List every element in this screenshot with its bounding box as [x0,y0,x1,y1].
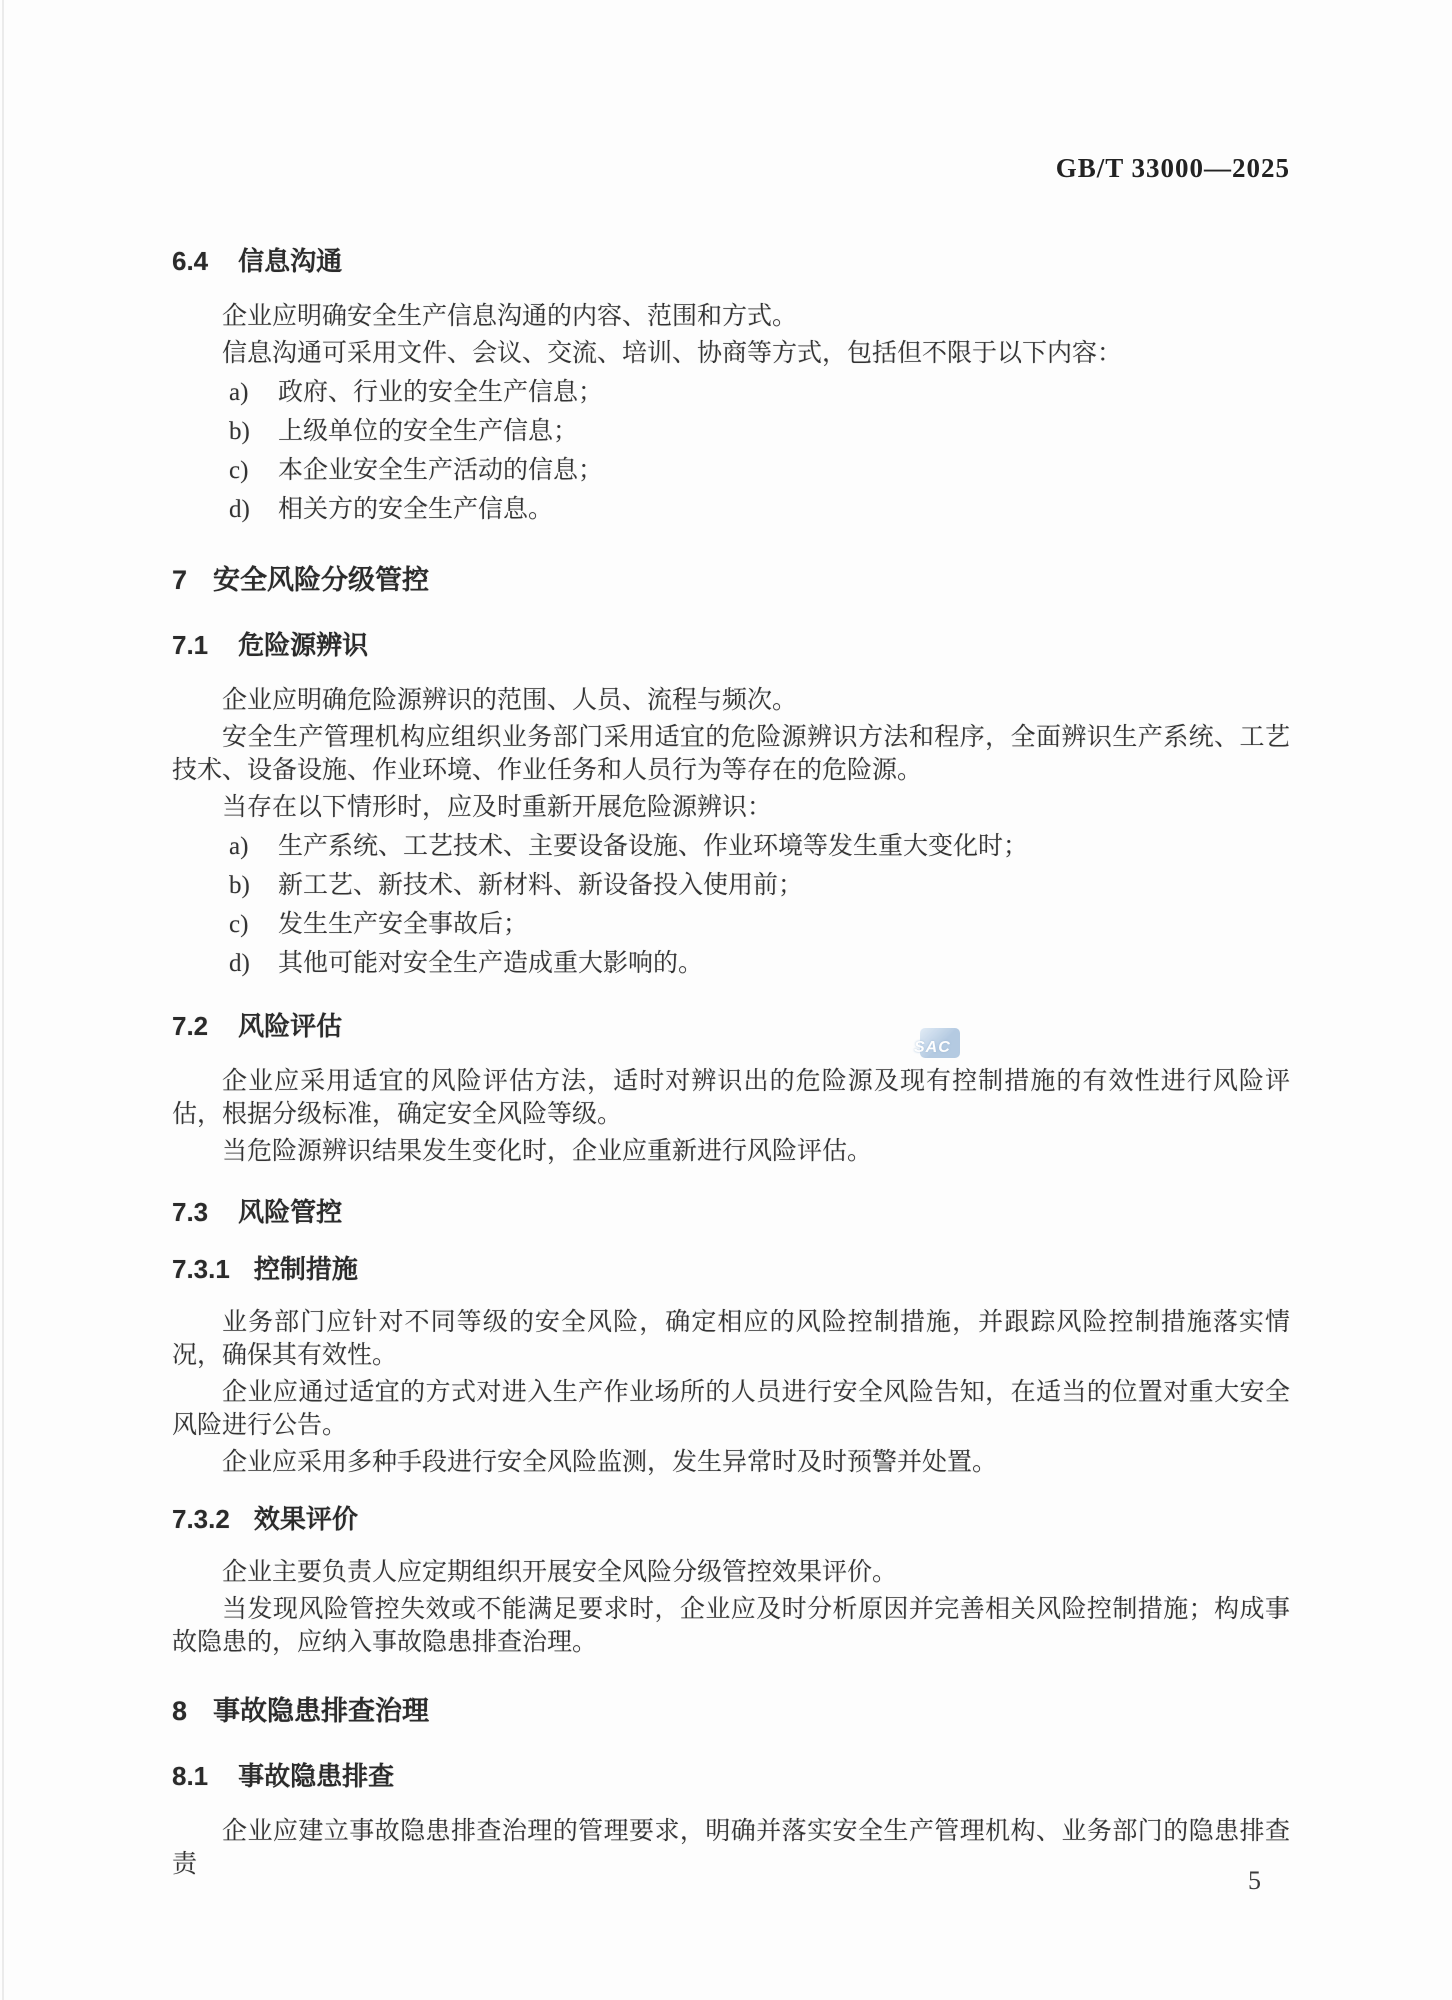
heading-number: 7 [172,565,188,595]
list-item [172,374,1290,411]
heading-title: 风险评估 [238,1011,343,1041]
paragraph: 信息沟通可采用文件、会议、交流、培训、协商等方式，包括但不限于以下内容： [222,340,1123,367]
heading-number: 7.2 [172,1011,209,1041]
paragraph: 业务部门应针对不同等级的安全风险，确定相应的风险控制措施，并跟踪风险控制措施落实情况，确保其有效性。 [172,1309,1290,1369]
page-header [0,0,1452,189]
heading-number: 8 [172,1696,188,1726]
section-heading-6-4 [172,245,1290,278]
section-heading-8-1 [172,1760,1290,1793]
section-heading-7-2 [172,1010,1290,1043]
list-item-text: 生产系统、工艺技术、主要设备设施、作业环境等发生重大变化时； [278,833,1029,860]
section-heading-7-3 [172,1196,1290,1229]
heading-number: 7.3 [172,1197,209,1227]
paragraph: 企业应建立事故隐患排查治理的管理要求，明确并落实安全生产管理机构、业务部门的隐患排查责 [172,1818,1290,1878]
page-number: 5 [1248,1866,1261,1895]
list-item [172,828,1290,865]
list-item-marker: a) [229,833,249,860]
list-item-text: 上级单位的安全生产信息； [278,418,579,445]
paragraph: 企业应明确危险源辨识的范围、人员、流程与频次。 [222,687,798,714]
list-item [172,452,1290,489]
list-item [172,413,1290,450]
heading-number: 7.1 [172,630,209,660]
paragraph: 当危险源辨识结果发生变化时，企业应重新进行风险评估。 [222,1138,873,1165]
paragraph: 企业主要负责人应定期组织开展安全风险分级管控效果评价。 [222,1559,898,1586]
paragraph: 当发现风险管控失效或不能满足要求时，企业应及时分析原因并完善相关风险控制措施；构成事故隐患的，应纳入事故隐患排查治理。 [172,1596,1290,1656]
sac-watermark-text: SAC [914,1039,951,1056]
heading-title: 事故隐患排查 [238,1761,395,1791]
list-item [172,491,1290,528]
heading-number: 7.3.2 [172,1504,230,1534]
list-item-marker: b) [229,418,250,445]
document-content [0,245,1452,1881]
section-heading-8 [172,1695,1290,1728]
heading-title: 信息沟通 [238,246,343,276]
heading-number: 8.1 [172,1761,209,1791]
list-item-text: 本企业安全生产活动的信息； [278,457,604,484]
list-item [172,945,1290,982]
heading-title: 控制措施 [253,1254,358,1284]
list-item-marker: b) [229,872,250,899]
paragraph: 安全生产管理机构应组织业务部门采用适宜的危险源辨识方法和程序，全面辨识生产系统、工艺技术、设备设施、作业环境、作业任务和人员行为等存在的危险源。 [172,724,1290,784]
heading-number: 7.3.1 [172,1254,230,1284]
section-heading-7-1 [172,629,1290,662]
heading-number: 6.4 [172,246,209,276]
standard-number: GB/T 33000—2025 [1055,153,1290,183]
heading-title: 危险源辨识 [238,630,369,660]
list-item [172,906,1290,943]
section-heading-7-3-2 [172,1503,1290,1536]
list-item-marker: c) [229,911,249,938]
sac-watermark-logo [914,1028,960,1058]
paragraph: 企业应采用适宜的风险评估方法，适时对辨识出的危险源及现有控制措施的有效性进行风险评估，根据分级标准，确定安全风险等级。 [172,1068,1290,1128]
section-heading-7 [172,564,1290,597]
list-item-text: 新工艺、新技术、新材料、新设备投入使用前； [278,872,804,899]
heading-title: 风险管控 [238,1197,343,1227]
list-item [172,867,1290,904]
list-item-marker: a) [229,379,249,406]
section-heading-7-3-1 [172,1253,1290,1286]
heading-title: 效果评价 [253,1504,358,1534]
list-item-text: 发生生产安全事故后； [278,911,529,938]
list-item-text: 政府、行业的安全生产信息； [278,379,604,406]
list-item-marker: c) [229,457,249,484]
list-item-marker: d) [229,950,250,977]
paragraph: 企业应通过适宜的方式对进入生产作业场所的人员进行安全风险告知，在适当的位置对重大安全风险进行公告。 [172,1379,1290,1439]
heading-title: 事故隐患排查治理 [213,1696,430,1726]
list-item-marker: d) [229,496,250,523]
paragraph: 当存在以下情形时，应及时重新开展危险源辨识： [222,794,773,821]
list-item-text: 其他可能对安全生产造成重大影响的。 [278,950,704,977]
paragraph: 企业应明确安全生产信息沟通的内容、范围和方式。 [222,303,798,330]
list-item-text: 相关方的安全生产信息。 [278,496,554,523]
paragraph: 企业应采用多种手段进行安全风险监测，发生异常时及时预警并处置。 [222,1449,998,1476]
heading-title: 安全风险分级管控 [213,565,430,595]
